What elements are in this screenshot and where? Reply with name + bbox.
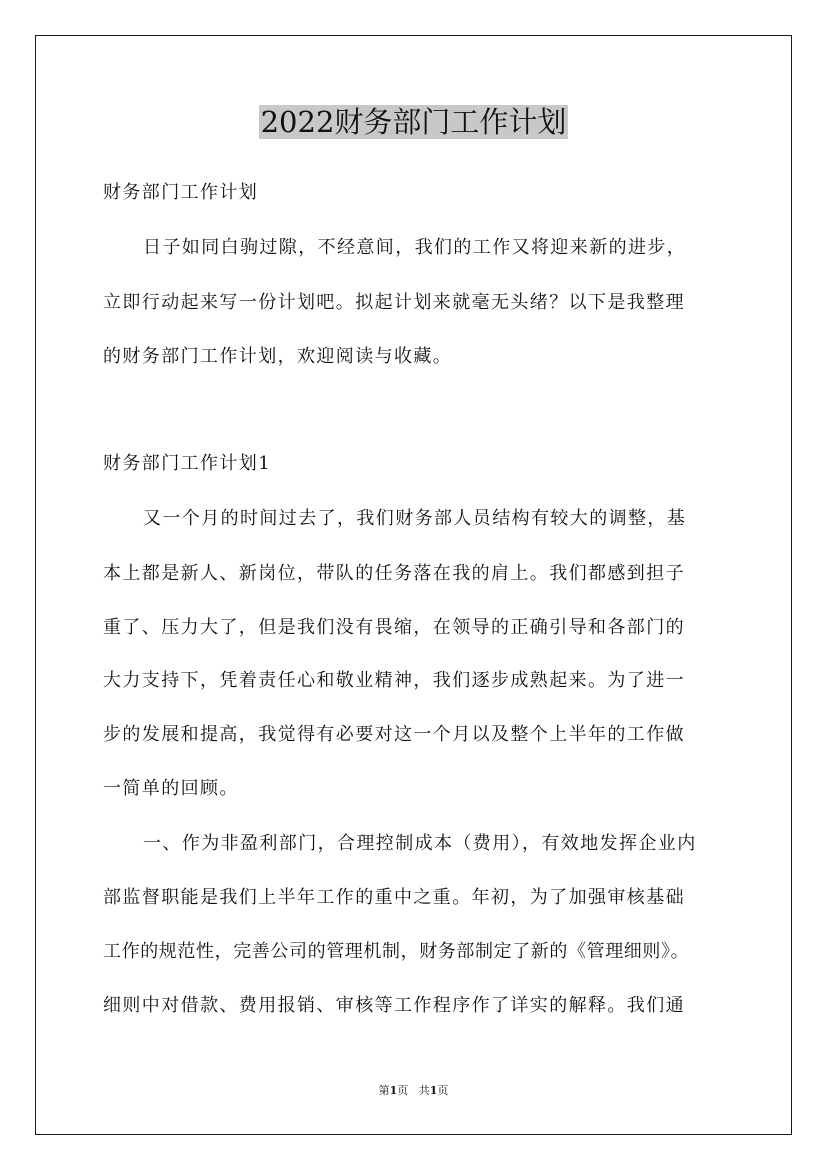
intro-line-2: 立即行动起来写一份计划吧。拟起计划来就毫无头绪？以下是我整理 (103, 292, 685, 313)
para2-line-4: 细则中对借款、费用报销、审核等工作程序作了详实的解释。我们通 (103, 995, 685, 1016)
page-suffix: 页 (397, 1084, 409, 1097)
para1-line-2: 本上都是新人、新岗位，带队的任务落在我的肩上。我们都感到担子 (103, 563, 685, 584)
para2-line-3: 工作的规范性，完善公司的管理机制，财务部制定了新的《管理细则》。 (103, 941, 690, 962)
section-heading-1: 财务部门工作计划1 (103, 453, 272, 474)
para1-line-6: 一简单的回顾。 (103, 778, 239, 799)
page-prefix: 第 (378, 1084, 390, 1097)
para1-line-5: 步的发展和提高，我觉得有必要对这一个月以及整个上半年的工作做 (103, 724, 685, 745)
para2-line-1: 一、作为非盈利部门，合理控制成本（费用），有效地发挥企业内 (143, 833, 697, 854)
intro-line-1: 日子如同白驹过隙，不经意间，我们的工作又将迎来新的进步， (143, 237, 687, 258)
total-pages: 1 (429, 1084, 438, 1097)
section-heading-intro: 财务部门工作计划 (103, 182, 259, 203)
page-number: 1 (389, 1084, 398, 1097)
total-prefix: 共 (418, 1084, 430, 1097)
para1-line-1: 又一个月的时间过去了，我们财务部人员结构有较大的调整，基 (143, 508, 687, 529)
total-suffix: 页 (437, 1084, 449, 1097)
document-title: 2022财务部门工作计划 (260, 105, 567, 139)
para2-line-2: 部监督职能是我们上半年工作的重中之重。年初，为了加强审核基础 (103, 887, 685, 908)
para1-line-3: 重了、压力大了，但是我们没有畏缩，在领导的正确引导和各部门的 (103, 617, 685, 638)
page-footer (0, 1084, 827, 1098)
para1-line-4: 大力支持下，凭着责任心和敬业精神，我们逐步成熟起来。为了进一 (103, 670, 685, 691)
intro-line-3: 的财务部门工作计划，欢迎阅读与收藏。 (103, 346, 453, 367)
